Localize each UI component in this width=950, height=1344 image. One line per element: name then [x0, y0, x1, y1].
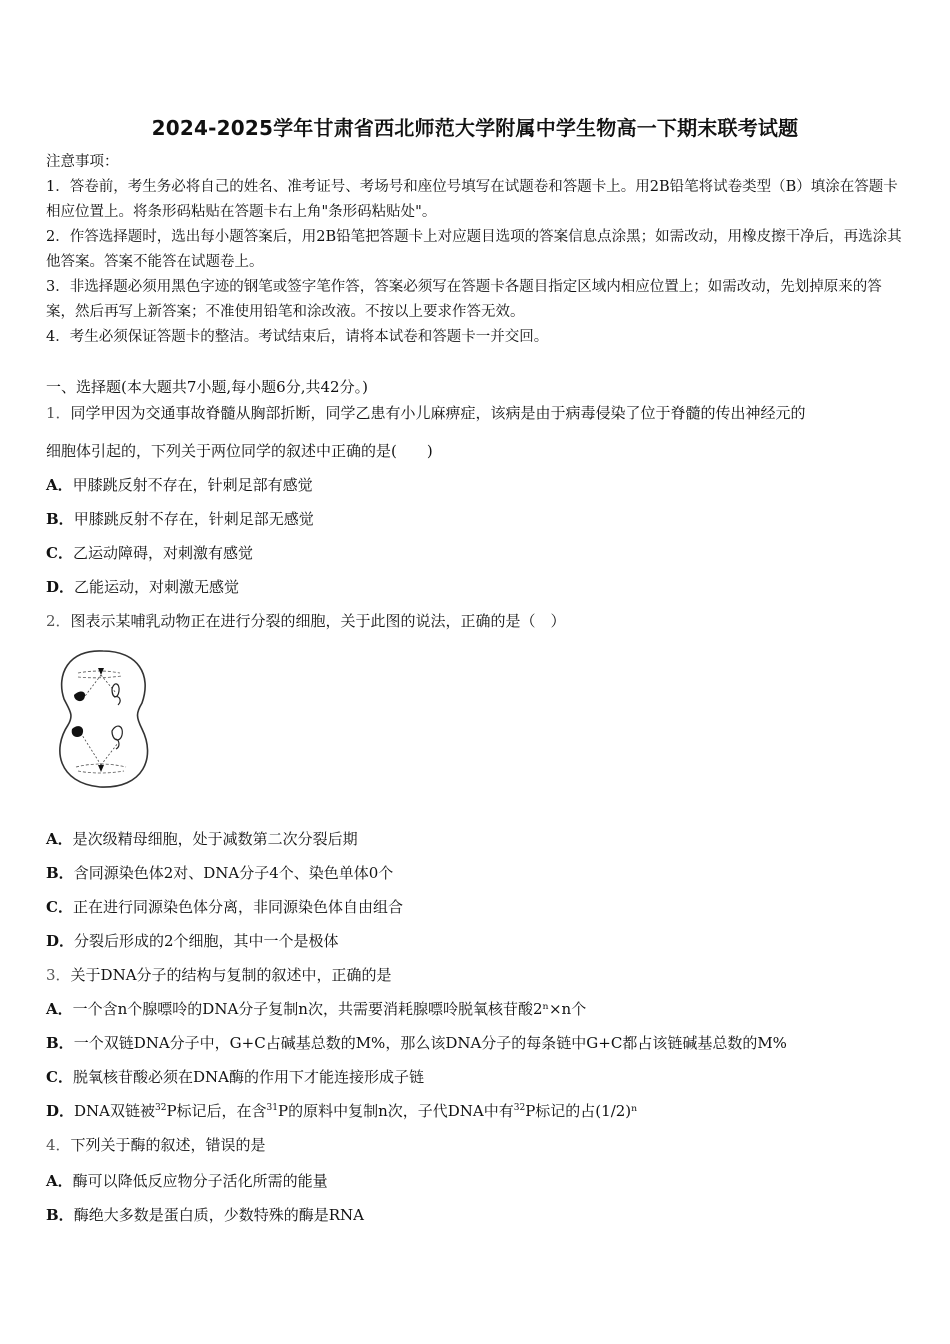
option-text: 是次级精母细胞，处于减数第二次分裂后期: [72, 830, 358, 848]
option-letter: D．: [46, 932, 75, 950]
question-1-stem-cont: 细胞体引起的，下列关于两位同学的叙述中正确的是( ): [46, 442, 433, 460]
option-text-part: P的原料中复制n次，子代DNA中有: [278, 1102, 514, 1120]
option-text: 分裂后形成的2个细胞，其中一个是极体: [74, 932, 339, 950]
question-text: 下列关于酶的叙述，错误的是: [70, 1136, 266, 1154]
option-letter: A．: [46, 476, 73, 494]
option-letter: C．: [46, 1068, 73, 1086]
q4-option-a[interactable]: [46, 1170, 916, 1191]
question-number: 4．: [46, 1136, 71, 1154]
superscript: 31: [266, 1103, 278, 1113]
q1-option-a[interactable]: [46, 474, 916, 495]
option-letter: B．: [46, 510, 74, 528]
option-letter: A．: [46, 1000, 73, 1018]
option-letter: D．: [46, 1102, 75, 1120]
q1-option-c[interactable]: [46, 542, 916, 563]
option-text: 乙能运动，对刺激无感觉: [74, 578, 240, 596]
option-text: 甲膝跳反射不存在，针刺足部有感觉: [72, 476, 313, 494]
q3-option-b[interactable]: [46, 1032, 916, 1053]
cell-division-figure: [48, 645, 158, 793]
option-letter: B．: [46, 1206, 74, 1224]
option-text: 酶绝大多数是蛋白质，少数特殊的酶是RNA: [73, 1206, 364, 1224]
option-letter: D．: [46, 578, 75, 596]
option-text-part: P标记的占(1/2)ⁿ: [525, 1102, 638, 1120]
question-1-stem: [46, 402, 916, 423]
option-text: 甲膝跳反射不存在，针刺足部无感觉: [73, 510, 314, 528]
option-text: 一个双链DNA分子中，G+C占碱基总数的M%，那么该DNA分子的每条链中G+C都占该链碱基总数的M%: [73, 1034, 787, 1052]
question-2-stem: [46, 610, 916, 631]
notice-item: 1．答卷前，考生务必将自己的姓名、准考证号、考场号和座位号填写在试题卷和答题卡上。用2B铅笔将试卷类型（B）填涂在答题卡相应位置上。将条形码粘贴在答题卡右上角"条形码粘贴处"。: [46, 179, 898, 220]
notice-item: 4．考生必须保证答题卡的整洁。考试结束后，请将本试卷和答题卡一并交回。: [46, 329, 549, 345]
option-letter: A．: [46, 830, 73, 848]
option-text: 一个含n个腺嘌呤的DNA分子复制n次，共需要消耗腺嘌呤脱氧核苷酸2ⁿ×n个: [72, 1000, 587, 1018]
option-text-part: P标记后，在含: [166, 1102, 267, 1120]
superscript: 32: [513, 1103, 526, 1113]
question-4-stem: [46, 1134, 916, 1155]
notice-item: 3．非选择题必须用黑色字迹的钢笔或签字笔作答，答案必须写在答题卡各题目指定区域内相应位置上；如需改动，先划掉原来的答案，然后再写上新答案；不准使用铅笔和涂改液。不按以上要求作答无效。: [46, 279, 882, 320]
q1-option-b[interactable]: [46, 508, 916, 529]
option-letter: B．: [46, 864, 74, 882]
notice-section: [46, 150, 906, 350]
option-text: 正在进行同源染色体分离，非同源染色体自由组合: [72, 898, 403, 916]
option-letter: C．: [46, 544, 73, 562]
q2-option-c[interactable]: [46, 896, 916, 917]
option-letter: A．: [46, 1172, 73, 1190]
q1-option-d[interactable]: [46, 576, 916, 597]
question-3-stem: [46, 964, 916, 985]
question-text: 图表示某哺乳动物正在进行分裂的细胞，关于此图的说法，正确的是（ ）: [70, 612, 566, 630]
q4-option-b[interactable]: [46, 1204, 916, 1225]
option-text: 含同源染色体2对、DNA分子4个、染色单体0个: [73, 864, 394, 882]
question-text: 关于DNA分子的结构与复制的叙述中，正确的是: [70, 966, 392, 984]
question-text: 同学甲因为交通事故脊髓从胸部折断，同学乙患有小儿麻痹症，该病是由于病毒侵染了位于脊髓的传出神经元的: [70, 404, 806, 422]
notice-heading: 注意事项：: [46, 154, 119, 170]
question-number: 2．: [46, 612, 71, 630]
option-text: 乙运动障碍，对刺激有感觉: [72, 544, 253, 562]
section-heading: 一、选择题(本大题共7小题,每小题6分,共42分。): [46, 378, 368, 396]
page-title: 2024-2025学年甘肃省西北师范大学附属中学生物高一下期末联考试题: [151, 116, 799, 140]
option-text: 脱氧核苷酸必须在DNA酶的作用下才能连接形成子链: [72, 1068, 424, 1086]
option-letter: C．: [46, 898, 73, 916]
q2-option-b[interactable]: [46, 862, 916, 883]
q3-option-c[interactable]: [46, 1066, 916, 1087]
option-text-part: DNA双链被: [74, 1102, 155, 1120]
question-number: 3．: [46, 966, 71, 984]
q3-option-a[interactable]: [46, 998, 916, 1019]
q3-option-d[interactable]: [46, 1100, 916, 1121]
q2-option-d[interactable]: [46, 930, 916, 951]
notice-item: 2．作答选择题时，选出每小题答案后，用2B铅笔把答题卡上对应题目选项的答案信息点涂黑；如需改动，用橡皮擦干净后，再选涂其他答案。答案不能答在试题卷上。: [46, 229, 902, 270]
q2-option-a[interactable]: [46, 828, 916, 849]
option-letter: B．: [46, 1034, 74, 1052]
superscript: 32: [155, 1103, 167, 1113]
option-text: 酶可以降低反应物分子活化所需的能量: [72, 1172, 328, 1190]
question-number: 1．: [46, 404, 71, 422]
